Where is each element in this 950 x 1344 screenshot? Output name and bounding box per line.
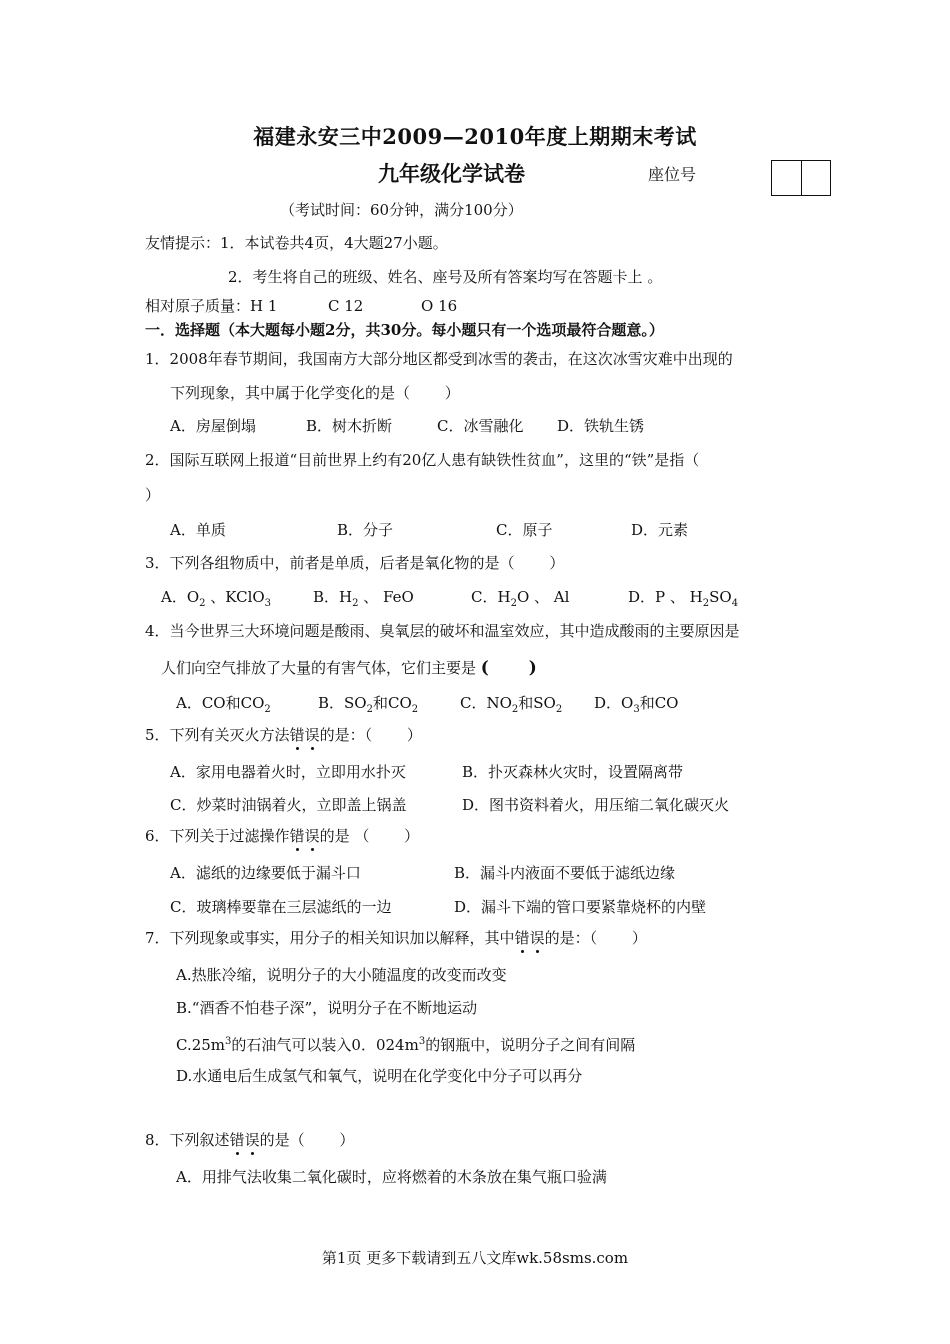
q5-option-a: A．家用电器着火时，立即用水扑灭: [170, 763, 406, 781]
q3-option-d: D．P 、 $H_2SO_4$: [628, 588, 739, 609]
q2-option-b: B．分子: [337, 521, 394, 539]
q1-option-a: A．房屋倒塌: [170, 417, 256, 435]
q7-stem: 7．下列现象或事实，用分子的相关知识加以解释，其中错误的是：（ ）: [145, 929, 647, 947]
q5-stem: 5．下列有关灭火方法错误的是：（ ）: [145, 726, 422, 744]
q1-stem-2: 下列现象，其中属于化学变化的是（ ）: [170, 384, 460, 402]
q2-stem-2: ）: [145, 486, 161, 504]
q6-option-c: C．玻璃棒要靠在三层滤纸的一边: [170, 898, 392, 916]
exam-info: （考试时间：60分钟，满分100分）: [280, 201, 523, 219]
q3-option-c: C．$H_2O$ 、 Al: [471, 588, 570, 609]
exam-subtitle: 九年级化学试卷: [378, 161, 525, 186]
q4-option-d: D．$O_3$和CO: [594, 694, 679, 715]
q4-option-a: A．CO和$CO_2$: [176, 694, 271, 715]
atomic-mass-c: C 12: [328, 297, 364, 315]
q6-stem: 6．下列关于过滤操作错误的是 （ ）: [145, 827, 420, 845]
q6-option-b: B．漏斗内液面不要低于滤纸边缘: [454, 864, 676, 882]
q3-option-a: A．$O_2$ 、KClO$_3$: [161, 588, 272, 609]
seat-number-cell: [801, 161, 831, 195]
q1-option-d: D．铁轨生锈: [557, 417, 645, 435]
exam-title: 福建永安三中2009—2010年度上期期末考试: [253, 124, 697, 149]
q2-option-d: D．元素: [631, 521, 689, 539]
q4-stem-2: 人们向空气排放了大量的有害气体，它们主要是 ( ): [161, 658, 537, 678]
q7-option-c: $C.25m^3$的石油气可以装入0．$024m^3$的钢瓶中，说明分子之间有间隔: [176, 1036, 636, 1054]
q1-option-c: C．冰雪融化: [437, 417, 524, 435]
q8-option-a: A．用排气法收集二氧化碳时，应将燃着的木条放在集气瓶口验满: [176, 1168, 607, 1186]
q4-option-b: B．$SO_2$和$CO_2$: [318, 694, 419, 715]
q5-option-c: C．炒菜时油锅着火，立即盖上锅盖: [170, 796, 407, 814]
seat-number-cell: [772, 161, 801, 195]
q4-stem-1: 4．当今世界三大环境问题是酸雨、臭氧层的破坏和温室效应，其中造成酸雨的主要原因是: [145, 622, 740, 640]
q3-stem: 3．下列各组物质中，前者是单质，后者是氧化物的是（ ）: [145, 554, 565, 572]
q7-option-a: A.热胀冷缩，说明分子的大小随温度的改变而改变: [176, 966, 507, 984]
q7-option-b: B.“酒香不怕巷子深”，说明分子在不断地运动: [176, 999, 478, 1017]
q2-option-c: C．原子: [496, 521, 553, 539]
q2-stem-1: 2．国际互联网上报道“目前世界上约有20亿人患有缺铁性贫血”，这里的“铁”是指（: [145, 451, 700, 469]
page-footer: 第1页 更多下载请到五八文库wk.58sms.com: [321, 1249, 629, 1267]
q8-stem: 8．下列叙述错误的是（ ）: [145, 1131, 355, 1149]
section-1-heading: 一．选择题（本大题每小题2分，共30分。每小题只有一个选项最符合题意。）: [145, 321, 664, 339]
q6-option-a: A．滤纸的边缘要低于漏斗口: [170, 864, 361, 882]
notice-line-2: 2．考生将自己的班级、姓名、座号及所有答案均写在答题卡上 。: [228, 268, 663, 286]
q6-option-d: D．漏斗下端的管口要紧靠烧杯的内壁: [454, 898, 707, 916]
q1-option-b: B．树木折断: [306, 417, 393, 435]
q1-stem-1: 1．2008年春节期间，我国南方大部分地区都受到冰雪的袭击，在这次冰雪灾难中出现的: [145, 350, 733, 368]
q7-option-d: D.水通电后生成氢气和氧气，说明在化学变化中分子可以再分: [176, 1067, 583, 1085]
seat-number-box: [771, 160, 831, 196]
q3-option-b: B．$H_2$ 、 FeO: [313, 588, 414, 609]
notice-line-1: 友情提示：1．本试卷共4页，4大题27小题。: [145, 234, 448, 252]
atomic-mass-h: 相对原子质量：H 1: [145, 297, 278, 315]
seat-number-label: 座位号: [648, 165, 697, 184]
q5-option-b: B．扑灭森林火灾时，设置隔离带: [462, 763, 684, 781]
q5-option-d: D．图书资料着火，用压缩二氧化碳灭火: [462, 796, 730, 814]
atomic-mass-o: O 16: [421, 297, 458, 315]
q4-option-c: C．$NO_2$和$SO_2$: [460, 694, 563, 715]
q2-option-a: A．单质: [170, 521, 226, 539]
